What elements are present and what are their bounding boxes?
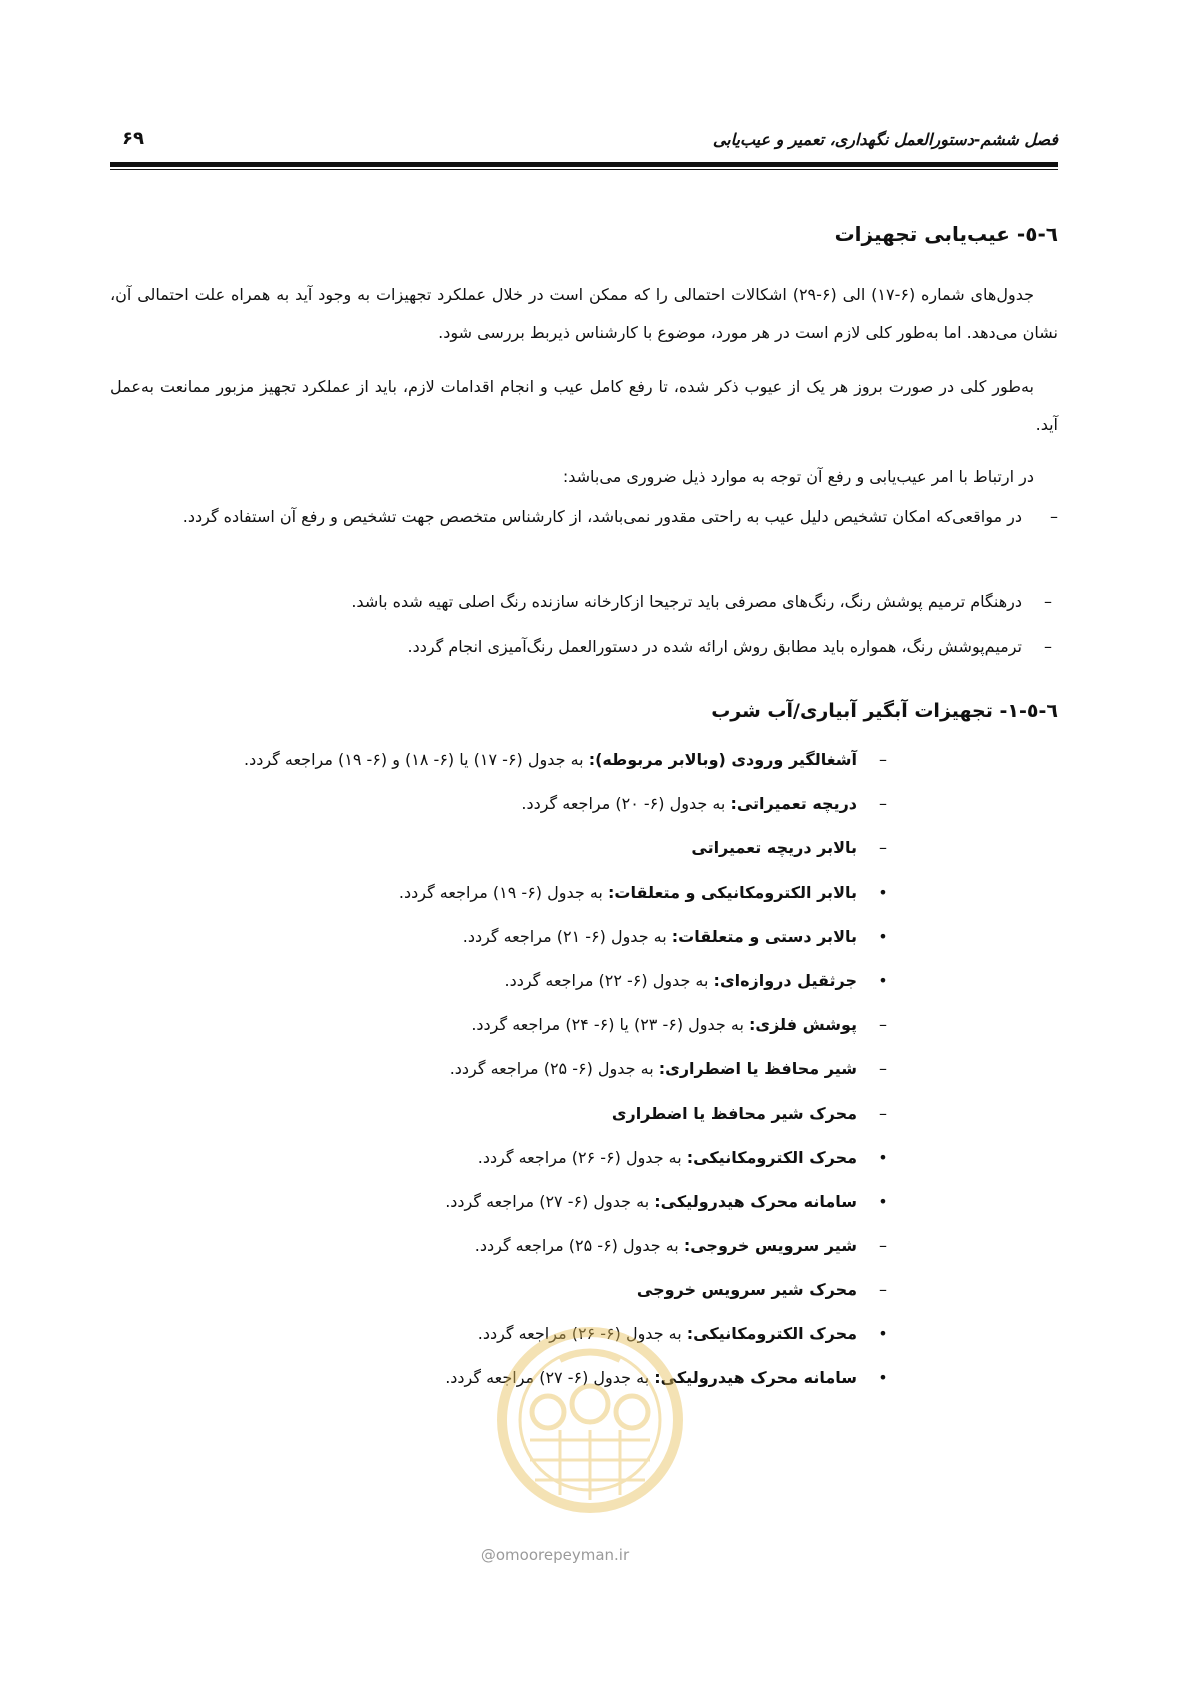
item-label: آشغالگیر ورودی (وبالابر مربوطه): xyxy=(588,750,857,769)
item-reference: به جدول (۶- ۲۰) مراجعه گردد. xyxy=(521,794,731,813)
equipment-list-item xyxy=(463,923,893,951)
section-heading-troubleshooting: ٦-٥- عیب‌یابی تجهیزات xyxy=(834,222,1058,246)
equipment-list-item xyxy=(505,967,894,995)
item-label: محرک شیر سرویس خروجی xyxy=(636,1280,857,1299)
list-item-text: در مواقعی‌که امکان تشخیص دلیل عیب به راحتی مقدور نمی‌باشد، از کارشناس متخصص جهت تشخیص و رفع آن استفاده گردد. xyxy=(182,507,1022,526)
item-marker: – xyxy=(879,750,887,769)
dash-marker: – xyxy=(1050,507,1058,526)
equipment-list-item xyxy=(612,1100,893,1128)
section-heading-intake-equipment: ٦-٥-١- تجهیزات آبگیر آبیاری/آب شرب xyxy=(711,700,1058,722)
equipment-list-item xyxy=(445,1188,893,1216)
item-label: جرثقیل دروازه‌ای: xyxy=(713,971,857,990)
item-reference: به جدول (۶- ۲۷) مراجعه گردد. xyxy=(445,1368,655,1387)
item-label: بالابر دستی و متعلقات: xyxy=(671,927,857,946)
equipment-list-item xyxy=(521,790,893,818)
equipment-list-item xyxy=(399,879,893,907)
page-number: ۶۹ xyxy=(122,128,144,149)
item-marker: – xyxy=(879,838,887,857)
list-item-text: ترمیم‌پوشش رنگ، همواره باید مطابق روش ارائه شده در دستورالعمل رنگ‌آمیزی انجام گردد. xyxy=(407,637,1022,656)
item-reference: به جدول (۶- ۲۱) مراجعه گردد. xyxy=(462,927,672,946)
item-marker: – xyxy=(879,1236,887,1255)
item-marker: • xyxy=(878,1324,888,1343)
dash-marker: – xyxy=(1044,592,1052,611)
item-reference: به جدول (۶- ۲۶) مراجعه گردد. xyxy=(477,1324,687,1343)
item-label: شیر محافظ یا اضطراری: xyxy=(658,1059,857,1078)
equipment-list-item xyxy=(244,746,893,774)
equipment-list-item xyxy=(475,1232,893,1260)
equipment-list-item xyxy=(691,834,893,862)
item-reference: به جدول (۶- ۲۳) یا (۶- ۲۴) مراجعه گردد. xyxy=(471,1015,750,1034)
list-item xyxy=(158,628,1058,666)
paragraph-1: جدول‌های شماره (۶-۱۷) الی (۶-۲۹) اشکالات احتمالی را که ممکن است در خلال عملکرد تجهیزات به وجود آید به همراه علت احتمالی آن، نشان می‌دهد. اما به‌طور کلی لازم است در هر مورد، موضوع با کارشناس ذیربط بررسی شود. xyxy=(110,285,1058,342)
item-reference: به جدول (۶- ۱۹) مراجعه گردد. xyxy=(398,883,608,902)
equipment-list-item xyxy=(450,1055,893,1083)
item-marker: • xyxy=(878,1192,888,1211)
chapter-title: فصل ششم-دستورالعمل نگهداری، تعمیر و عیب‌یابی xyxy=(712,130,1058,149)
item-label: بالابر دریچه تعمیراتی xyxy=(691,838,857,857)
equipment-list-item xyxy=(637,1276,893,1304)
item-reference: به جدول (۶- ۲۲) مراجعه گردد. xyxy=(504,971,714,990)
item-marker: • xyxy=(878,927,888,946)
item-label: بالابر الکترومکانیکی و متعلقات: xyxy=(607,883,857,902)
running-header xyxy=(110,126,1058,156)
item-reference: به جدول (۶- ۲۵) مراجعه گردد. xyxy=(474,1236,684,1255)
equipment-list-item xyxy=(471,1011,893,1039)
item-label: محرک شیر محافظ یا اضطراری xyxy=(611,1104,857,1123)
dash-marker: – xyxy=(1044,637,1052,656)
watermark-seal-icon xyxy=(490,1320,690,1540)
list-item xyxy=(158,583,1058,621)
item-label: محرک الکترومکانیکی: xyxy=(686,1324,857,1343)
item-label: دریچه تعمیراتی: xyxy=(730,794,857,813)
equipment-list-item xyxy=(478,1144,893,1172)
paragraph-3: در ارتباط با امر عیب‌یابی و رفع آن توجه به موارد ذیل ضروری می‌باشد: xyxy=(562,467,1034,486)
list-item-text: درهنگام ترمیم پوشش رنگ، رنگ‌های مصرفی باید ترجیحا ازکارخانه سازنده رنگ اصلی تهیه شده باشد. xyxy=(351,592,1022,611)
item-marker: • xyxy=(878,883,888,902)
item-label: پوشش فلزی: xyxy=(749,1015,857,1034)
item-marker: – xyxy=(879,794,887,813)
list-item xyxy=(106,498,1058,536)
item-label: سامانه محرک هیدرولیکی: xyxy=(654,1192,857,1211)
item-label: محرک الکترومکانیکی: xyxy=(686,1148,857,1167)
watermark-text: @omoorepeyman.ir xyxy=(480,1546,630,1564)
item-marker: – xyxy=(879,1104,887,1123)
item-reference: به جدول (۶- ۱۷) یا (۶- ۱۸) و (۶- ۱۹) مراجعه گردد. xyxy=(244,750,589,769)
item-reference: به جدول (۶- ۲۶) مراجعه گردد. xyxy=(477,1148,687,1167)
item-reference: به جدول (۶- ۲۷) مراجعه گردد. xyxy=(445,1192,655,1211)
item-marker: • xyxy=(878,1368,888,1387)
item-marker: – xyxy=(879,1280,887,1299)
header-rule-thick xyxy=(110,162,1058,167)
header-rule-thin xyxy=(110,169,1058,170)
item-marker: – xyxy=(879,1015,887,1034)
item-reference: به جدول (۶- ۲۵) مراجعه گردد. xyxy=(449,1059,659,1078)
item-label: شیر سرویس خروجی: xyxy=(683,1236,857,1255)
paragraph-2: به‌طور کلی در صورت بروز هر یک از عیوب ذکر شده، تا رفع کامل عیب و انجام اقدامات لازم، باید از عملکرد تجهیز مزبور ممانعت به‌عمل آید. xyxy=(110,377,1058,434)
item-marker: • xyxy=(878,1148,888,1167)
item-marker: • xyxy=(878,971,888,990)
item-marker: – xyxy=(879,1059,887,1078)
item-label: سامانه محرک هیدرولیکی: xyxy=(654,1368,857,1387)
